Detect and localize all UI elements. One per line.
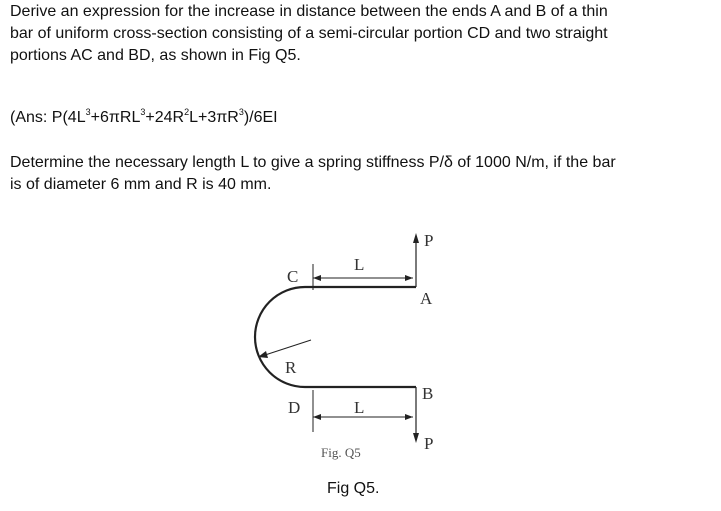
problem-line-2: bar of uniform cross-section consisting of a semi-circular portion CD and two straight xyxy=(10,25,608,42)
label-d: D xyxy=(288,398,301,417)
label-p-bottom: P xyxy=(424,434,434,453)
label-a: A xyxy=(420,289,433,308)
top-dim-right-arrowhead xyxy=(405,275,413,281)
bottom-dim-left-arrowhead xyxy=(313,414,321,420)
answer-part-2: +6πRL xyxy=(90,109,141,126)
label-l-bottom: L xyxy=(354,398,365,417)
bar-shape xyxy=(255,287,416,387)
top-dim-left-arrowhead xyxy=(313,275,321,281)
figure-inner-caption: Fig. Q5 xyxy=(321,445,361,460)
question-line-2: is of diameter 6 mm and R is 40 mm. xyxy=(10,176,272,193)
answer-exp-3: 2 xyxy=(184,107,190,117)
label-b: B xyxy=(422,384,434,403)
label-c: C xyxy=(287,267,299,286)
question-line-1: Determine the necessary length L to give a spring stiffness P/δ of 1000 N/m, if the bar xyxy=(10,154,616,171)
label-l-top: L xyxy=(354,255,365,274)
figure-caption: Fig Q5. xyxy=(327,480,380,497)
answer-prefix: (Ans: P(4L xyxy=(10,109,86,126)
answer-part-3: +24R xyxy=(145,109,185,126)
answer-suffix: )/6EI xyxy=(243,109,278,126)
radius-line xyxy=(262,340,311,356)
radius-arrowhead xyxy=(258,351,268,358)
top-load-arrowhead xyxy=(413,233,419,243)
problem-line-1: Derive an expression for the increase in distance between the ends A and B of a thin xyxy=(10,3,608,20)
answer-exp-2: 3 xyxy=(140,107,146,117)
answer-part-4: L+3πR xyxy=(189,109,239,126)
label-r: R xyxy=(285,358,297,377)
problem-line-3: portions AC and BD, as shown in Fig Q5. xyxy=(10,47,301,64)
answer-exp-4: 3 xyxy=(238,107,244,117)
bottom-load-arrowhead xyxy=(413,433,419,443)
bottom-dim-right-arrowhead xyxy=(405,414,413,420)
answer-exp-1: 3 xyxy=(85,107,91,117)
label-p-top: P xyxy=(424,231,434,250)
